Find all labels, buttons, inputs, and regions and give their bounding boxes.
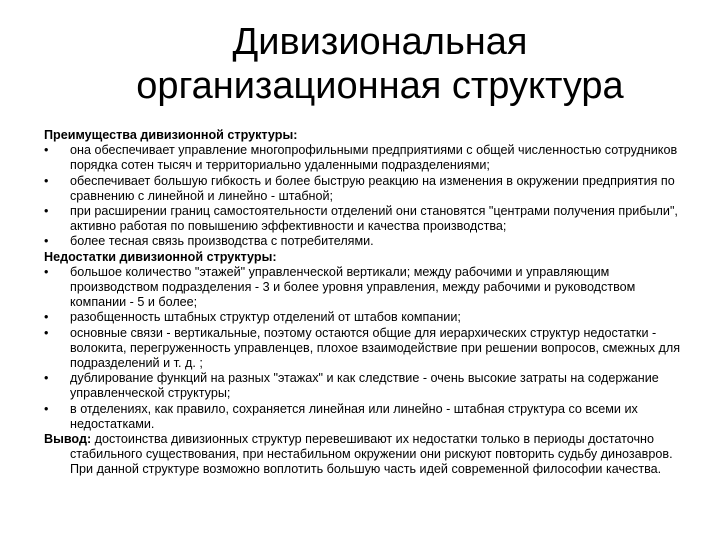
conclusion-label: Вывод: xyxy=(44,432,92,447)
conclusion xyxy=(44,432,684,478)
advantage-text-2: обеспечивает большую гибкость и более быструю реакцию на изменения в окружении предприятия по сравнению с линейной и линейно - штабной; xyxy=(70,173,675,203)
disadvantage-text-2: разобщенность штабных структур отделений от штабов компании; xyxy=(70,310,461,325)
bullet-icon: • xyxy=(44,264,49,279)
title-line-1: Дивизиональная xyxy=(232,21,528,63)
bullet-icon: • xyxy=(44,143,49,158)
advantage-item-4 xyxy=(44,234,684,249)
advantage-item-1 xyxy=(44,143,684,173)
disadvantage-text-1: большое количество "этажей" управленческой вертикали; между рабочими и управляющим производством подразделения - 3 и более уровня управления, между рабочими и руководством компании - 5 и более; xyxy=(70,264,636,310)
advantage-text-3: при расширении границ самостоятельности отделений они становятся "центрами получения прибыли", активно работая по повышению эффективности и качества производства; xyxy=(70,204,678,234)
advantage-item-3 xyxy=(44,204,684,234)
bullet-icon: • xyxy=(44,325,49,340)
conclusion-text: достоинства дивизионных структур перевешивают их недостатки только в периоды достаточно стабильного существования, при нестабильном окружении они рискуют повторить судьбу динозавров. При данной структуре возможно воплотить большую часть идей современной философии качества. xyxy=(70,432,673,477)
advantage-text-4: более тесная связь производства с потребителями. xyxy=(70,234,374,249)
disadvantage-item-3 xyxy=(44,326,684,372)
bullet-icon: • xyxy=(44,371,49,386)
disadvantage-text-4: дублирование функций на разных "этажах" и как следствие - очень высокие затраты на содержание управленческой структуры; xyxy=(70,371,659,401)
advantage-text-1: она обеспечивает управление многопрофильными предприятиями с общей численностью сотрудников порядка сотен тысяч и территориально удаленными подразделениями; xyxy=(70,143,678,173)
bullet-icon: • xyxy=(44,234,49,249)
bullet-icon: • xyxy=(44,173,49,188)
bullet-icon: • xyxy=(44,310,49,325)
advantages-heading: Преимущества дивизионной структуры: xyxy=(44,128,298,142)
disadvantage-text-5: в отделениях, как правило, сохраняется линейная или линейно - штабная структура со всеми их недостатками. xyxy=(70,401,638,431)
bullet-icon: • xyxy=(44,401,49,416)
title-line-2: организационная структура xyxy=(136,65,624,107)
disadvantage-item-2 xyxy=(44,310,684,325)
page-title xyxy=(40,20,720,108)
disadvantage-item-5 xyxy=(44,402,684,432)
disadvantage-text-3: основные связи - вертикальные, поэтому остаются общие для иерархических структур недостатки - волокита, перегруженность управленцев, плохое взаимодействие при решении вопросов, смежных для подразделений и т. д. ; xyxy=(70,325,681,371)
disadvantage-item-1 xyxy=(44,265,684,311)
bullet-icon: • xyxy=(44,204,49,219)
advantage-item-2 xyxy=(44,174,684,204)
slide-body xyxy=(44,128,684,478)
disadvantages-heading: Недостатки дивизионной структуры: xyxy=(44,249,277,264)
disadvantage-item-4 xyxy=(44,371,684,401)
